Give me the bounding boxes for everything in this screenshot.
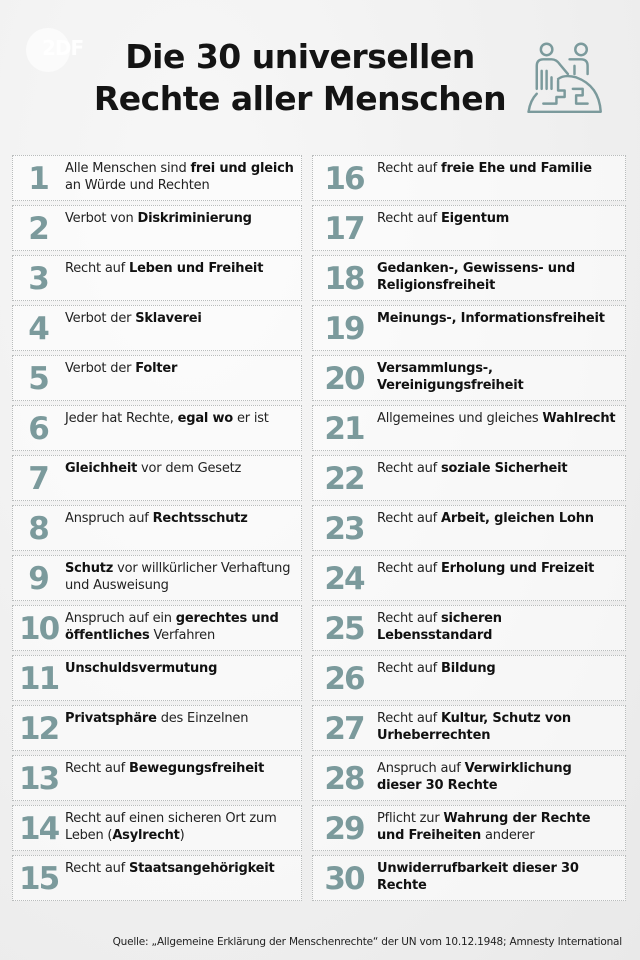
right-card-25 bbox=[312, 605, 626, 651]
right-text bbox=[57, 860, 295, 878]
right-text-bold: Meinungs-, Informationsfreiheit bbox=[377, 311, 605, 326]
right-card-21 bbox=[312, 405, 626, 451]
right-text bbox=[369, 610, 619, 644]
right-card-27 bbox=[312, 705, 626, 751]
right-number: 19 bbox=[324, 311, 364, 347]
right-text bbox=[369, 460, 619, 478]
right-card-15 bbox=[12, 855, 302, 901]
right-text bbox=[369, 360, 619, 394]
right-text-bold: Staatsangehörigkeit bbox=[128, 861, 275, 876]
people-globe-icon bbox=[522, 38, 604, 120]
right-number: 12 bbox=[19, 711, 59, 747]
right-card-5 bbox=[12, 355, 302, 401]
right-text-regular: Anspruch auf bbox=[65, 511, 153, 526]
right-text-regular: Verbot der bbox=[65, 361, 136, 376]
right-number: 3 bbox=[28, 261, 48, 297]
right-number: 8 bbox=[28, 511, 48, 547]
right-text-regular: Recht auf einen sicheren Ort zum Leben ( bbox=[65, 811, 277, 843]
right-card-22 bbox=[312, 455, 626, 501]
right-card-1 bbox=[12, 155, 302, 201]
right-text bbox=[57, 510, 295, 528]
right-text-bold: Leben und Freiheit bbox=[128, 261, 264, 276]
right-card-19 bbox=[312, 305, 626, 351]
right-text bbox=[57, 810, 295, 844]
right-text bbox=[369, 410, 619, 428]
right-number: 23 bbox=[324, 511, 364, 547]
right-card-16 bbox=[312, 155, 626, 201]
right-text-bold: freie Ehe und Familie bbox=[440, 161, 592, 176]
right-text-bold: Arbeit, gleichen Lohn bbox=[440, 511, 594, 526]
right-text-regular: Jeder hat Rechte, bbox=[65, 411, 178, 426]
right-number: 11 bbox=[19, 661, 59, 697]
right-number: 17 bbox=[324, 211, 364, 247]
right-number: 15 bbox=[19, 861, 59, 897]
right-card-12 bbox=[12, 705, 302, 751]
right-text-bold: Asylrecht bbox=[112, 827, 180, 843]
right-text-regular: Verbot der bbox=[65, 311, 136, 326]
rights-grid bbox=[12, 155, 626, 901]
right-text-regular: ) bbox=[179, 827, 185, 843]
source-citation: Quelle: „Allgemeine Erklärung der Menschenrechte“ der UN vom 10.12.1948; Amnesty International bbox=[112, 936, 622, 948]
right-text-regular: Recht auf bbox=[377, 461, 441, 476]
right-card-3 bbox=[12, 255, 302, 301]
right-text bbox=[369, 310, 619, 328]
right-text-bold: Bewegungsfreiheit bbox=[128, 761, 265, 776]
right-number: 6 bbox=[28, 411, 48, 447]
right-text bbox=[57, 760, 295, 778]
right-number: 29 bbox=[324, 811, 364, 847]
right-card-4 bbox=[12, 305, 302, 351]
right-text-bold: Gleichheit bbox=[65, 461, 138, 476]
right-text bbox=[57, 210, 295, 228]
right-text-bold: Versammlungs-, Vereinigungsfreiheit bbox=[377, 361, 524, 393]
right-number: 5 bbox=[28, 361, 48, 397]
right-text-regular: an Würde und Rechten bbox=[65, 177, 210, 193]
right-text bbox=[57, 360, 295, 378]
right-card-2 bbox=[12, 205, 302, 251]
right-text-regular: Anspruch auf bbox=[377, 761, 465, 776]
right-number: 9 bbox=[28, 561, 48, 597]
right-text-bold: Wahrung der Rechte und Freiheiten bbox=[377, 811, 591, 843]
right-number: 2 bbox=[28, 211, 48, 247]
right-text-regular: Alle Menschen sind bbox=[65, 161, 191, 176]
right-card-17 bbox=[312, 205, 626, 251]
right-text-bold: gerechtes und öffentliches bbox=[65, 611, 279, 643]
right-card-23 bbox=[312, 505, 626, 551]
right-text bbox=[57, 710, 295, 728]
right-text bbox=[57, 310, 295, 328]
right-text-regular: Verbot von bbox=[65, 211, 138, 226]
right-number: 28 bbox=[324, 761, 364, 797]
right-number: 21 bbox=[324, 411, 364, 447]
right-card-29 bbox=[312, 805, 626, 851]
right-text bbox=[57, 410, 295, 428]
right-text-regular: anderer bbox=[481, 827, 535, 843]
right-number: 1 bbox=[28, 161, 48, 197]
right-text-bold: Gedanken-, Gewissens- und Religionsfreiheit bbox=[377, 261, 576, 293]
page-title bbox=[70, 36, 530, 120]
right-text-bold: Verwirklichung dieser 30 Rechte bbox=[377, 761, 572, 793]
right-text-regular: Recht auf bbox=[65, 861, 129, 876]
right-text-bold: Eigentum bbox=[440, 211, 510, 226]
right-card-9 bbox=[12, 555, 302, 601]
right-text-bold: Schutz bbox=[65, 561, 114, 576]
right-card-18 bbox=[312, 255, 626, 301]
zdf-logo-text: 2DF bbox=[42, 36, 84, 60]
right-text-regular: Verfahren bbox=[149, 627, 216, 643]
right-text-bold: Rechtsschutz bbox=[152, 511, 248, 526]
right-text-bold: Privatsphäre bbox=[65, 711, 157, 726]
right-number: 26 bbox=[324, 661, 364, 697]
right-number: 16 bbox=[324, 161, 364, 197]
right-number: 7 bbox=[28, 461, 48, 497]
right-text-regular: Anspruch auf ein bbox=[65, 611, 176, 626]
right-text bbox=[57, 460, 295, 478]
right-text-bold: frei und gleich bbox=[190, 161, 294, 176]
right-text-bold: Unschuldsvermutung bbox=[65, 661, 218, 676]
right-text bbox=[369, 510, 619, 528]
right-text-bold: Diskriminierung bbox=[137, 211, 252, 226]
right-text bbox=[57, 560, 295, 594]
right-text-bold: Erholung und Freizeit bbox=[440, 561, 595, 576]
right-number: 14 bbox=[19, 811, 59, 847]
right-text bbox=[57, 260, 295, 278]
right-text-regular: des Einzelnen bbox=[156, 711, 249, 726]
right-text-bold: egal wo bbox=[177, 411, 234, 426]
right-card-28 bbox=[312, 755, 626, 801]
right-card-6 bbox=[12, 405, 302, 451]
right-text-regular: Recht auf bbox=[377, 211, 441, 226]
right-number: 25 bbox=[324, 611, 364, 647]
title-line-2: Rechte aller Menschen bbox=[93, 79, 507, 118]
right-text bbox=[369, 810, 619, 844]
right-text bbox=[369, 660, 619, 678]
right-text-bold: sicheren Lebensstandard bbox=[377, 611, 502, 643]
right-number: 13 bbox=[19, 761, 59, 797]
right-number: 24 bbox=[324, 561, 364, 597]
right-text-bold: Folter bbox=[135, 361, 178, 376]
right-number: 30 bbox=[324, 861, 364, 897]
right-text bbox=[57, 160, 295, 194]
right-text-regular: vor willkürlicher Verhaftung und Ausweisung bbox=[65, 561, 291, 593]
right-card-7 bbox=[12, 455, 302, 501]
right-text-bold: Kultur, Schutz von Urheberrechten bbox=[377, 711, 571, 743]
right-text bbox=[369, 710, 619, 744]
right-text bbox=[369, 260, 619, 294]
right-number: 18 bbox=[324, 261, 364, 297]
right-text-bold: soziale Sicherheit bbox=[440, 461, 568, 476]
right-text-bold: Sklaverei bbox=[135, 311, 202, 326]
right-text-regular: Recht auf bbox=[377, 561, 441, 576]
right-card-10 bbox=[12, 605, 302, 651]
right-card-8 bbox=[12, 505, 302, 551]
right-number: 22 bbox=[324, 461, 364, 497]
right-text-regular: Recht auf bbox=[377, 711, 441, 726]
right-card-11 bbox=[12, 655, 302, 701]
right-text bbox=[369, 760, 619, 794]
right-text bbox=[369, 160, 619, 178]
right-card-20 bbox=[312, 355, 626, 401]
right-text-bold: Bildung bbox=[440, 661, 496, 676]
right-number: 10 bbox=[19, 611, 59, 647]
right-text bbox=[57, 610, 295, 644]
right-text-regular: er ist bbox=[233, 411, 269, 426]
right-text-regular: vor dem Gesetz bbox=[137, 461, 242, 476]
right-card-14 bbox=[12, 805, 302, 851]
right-text-regular: Recht auf bbox=[377, 511, 441, 526]
right-text-regular: Recht auf bbox=[65, 761, 129, 776]
right-number: 20 bbox=[324, 361, 364, 397]
right-text-regular: Recht auf bbox=[377, 161, 441, 176]
right-text-regular: Allgemeines und gleiches bbox=[377, 411, 543, 426]
right-text bbox=[57, 660, 295, 678]
right-text-regular: Recht auf bbox=[65, 261, 129, 276]
right-card-13 bbox=[12, 755, 302, 801]
right-number: 4 bbox=[28, 311, 48, 347]
right-text-regular: Recht auf bbox=[377, 661, 441, 676]
right-text bbox=[369, 560, 619, 578]
right-card-26 bbox=[312, 655, 626, 701]
right-text-bold: Wahlrecht bbox=[542, 411, 616, 426]
right-text-bold: Unwiderrufbarkeit dieser 30 Rechte bbox=[377, 861, 579, 893]
right-card-30 bbox=[312, 855, 626, 901]
right-text bbox=[369, 210, 619, 228]
right-text bbox=[369, 860, 619, 894]
right-card-24 bbox=[312, 555, 626, 601]
right-text-regular: Pflicht zur bbox=[377, 811, 444, 826]
title-line-1: Die 30 universellen bbox=[125, 37, 475, 76]
right-text-regular: Recht auf bbox=[377, 611, 441, 626]
right-number: 27 bbox=[324, 711, 364, 747]
